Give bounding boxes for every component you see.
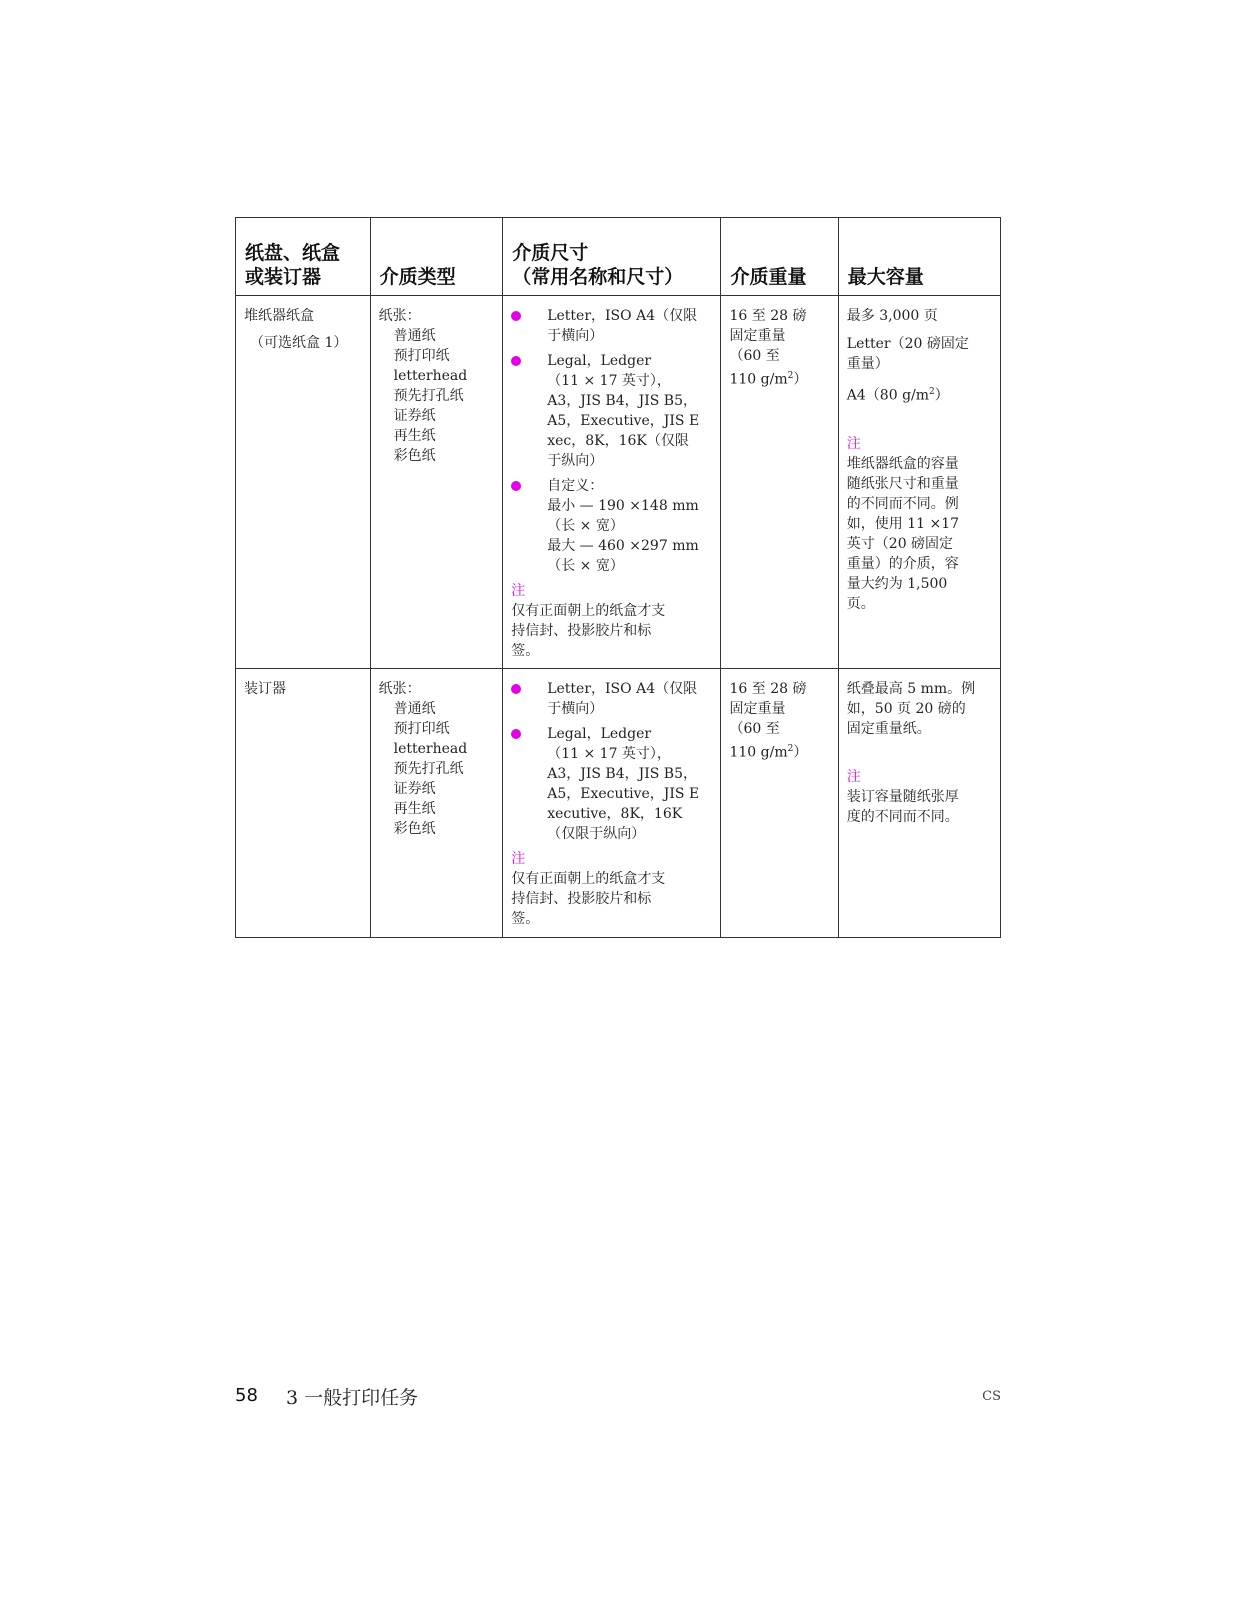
media-size-cell	[503, 296, 721, 669]
tray-name: 堆纸器纸盒	[244, 308, 314, 324]
media-type-cell	[370, 296, 503, 669]
note-text: 度的不同而不同。	[846, 809, 959, 825]
media-size-cell	[503, 669, 721, 938]
bullet-icon	[511, 356, 521, 366]
note-text: 随纸张尺寸和重量	[846, 475, 959, 492]
media-table	[235, 217, 1001, 938]
table-row	[236, 669, 1001, 938]
note-text: 页。	[846, 595, 875, 612]
capacity-max: 最多 3,000 页	[846, 308, 938, 324]
media-type-item: 证券纸	[393, 408, 436, 424]
size-bullet: Legal，Ledger （11 × 17 英寸）， A3，JIS B4，JIS B5， A5，Executive，JIS E xec，8K，16K（仅限 于纵向）	[511, 351, 712, 471]
table-row	[236, 296, 1001, 669]
note-text: 签。	[511, 643, 540, 659]
media-weight-cell: 16 至 28 磅 固定重量 （60 至 110 $g/m^2$）	[721, 669, 838, 938]
note-text: 仅有正面朝上的纸盒才支	[511, 603, 666, 619]
media-weight-cell: 16 至 28 磅 固定重量 （60 至 110 $g/m^2$）	[721, 296, 838, 669]
media-type-item: 预先打孔纸	[393, 761, 464, 777]
note-text: 堆纸器纸盒的容量	[846, 455, 959, 472]
media-type-cell	[370, 669, 503, 938]
header-media-weight: 介质重量	[721, 218, 838, 296]
note-label: 注	[846, 435, 861, 452]
note-text: 英寸（20 磅固定	[846, 535, 954, 552]
size-bullet: Legal，Ledger （11 × 17 英寸）， A3，JIS B4，JIS B5， A5，Executive，JIS E xecutive，8K，16K （仅限于纵向）	[511, 724, 712, 844]
media-type-item: 证券纸	[393, 781, 436, 797]
media-type-item: letterhead	[393, 368, 468, 384]
capacity-cell: 最多 3,000 页 Letter（20 磅固定 重量） A4（80 $g/m^2$） 注 堆纸器纸盒的容量 随纸张尺寸和重量 的不同而不同。例 如，使用 11 ×17 英寸（20 磅固定 重量）的介质，容 量大约为 1,500 页。	[838, 296, 1000, 669]
media-type-item: 再生纸	[393, 801, 436, 817]
tray-name: 装订器	[244, 681, 286, 697]
note-text: 装订容量随纸张厚	[846, 789, 959, 805]
page-number: 58	[235, 1385, 258, 1406]
media-type-item: 预打印纸	[393, 721, 450, 737]
media-type-item: 预打印纸	[393, 348, 450, 364]
media-type-item: letterhead	[393, 741, 468, 757]
note-text: 的不同而不同。例	[846, 495, 959, 512]
header-max-capacity: 最大容量	[838, 218, 1000, 296]
language-code: CS	[982, 1389, 1001, 1404]
note-text: 如，使用 11 ×17	[846, 515, 960, 532]
media-type-item: 彩色纸	[393, 448, 436, 464]
bullet-icon	[511, 311, 521, 321]
tray-subname: （可选纸盒 1）	[250, 335, 348, 351]
header-media-type: 介质类型	[370, 218, 503, 296]
size-bullet: Letter，ISO A4（仅限 于横向）	[511, 679, 712, 719]
note-label: 注	[511, 851, 526, 867]
size-bullet: Letter，ISO A4（仅限 于横向）	[511, 306, 712, 346]
tray-cell	[236, 296, 371, 669]
media-type-item: 再生纸	[393, 428, 436, 444]
note-text: 仅有正面朝上的纸盒才支	[511, 871, 666, 887]
media-type-label: 纸张：	[378, 308, 421, 324]
table-header-row	[236, 218, 1001, 296]
note-label: 注	[846, 769, 861, 785]
note-text: 持信封、投影胶片和标	[511, 623, 652, 639]
note-text: 持信封、投影胶片和标	[511, 891, 652, 907]
bullet-icon	[511, 729, 521, 739]
chapter-title: 3 一般打印任务	[286, 1387, 419, 1409]
media-type-label: 纸张：	[378, 681, 421, 697]
size-bullet: 自定义： 最小 — 190 ×148 mm （长 × 宽） 最大 — 460 ×297 mm （长 × 宽）	[511, 476, 712, 576]
media-type-item: 普通纸	[393, 328, 436, 344]
note-text: 签。	[511, 911, 540, 927]
media-type-item: 彩色纸	[393, 821, 436, 837]
header-media-size: 介质尺寸 （常用名称和尺寸）	[503, 218, 721, 296]
bullet-icon	[511, 684, 521, 694]
bullet-icon	[511, 481, 521, 491]
capacity-cell: 纸叠最高 5 mm。例 如，50 页 20 磅的 固定重量纸。 注 装订容量随纸张厚 度的不同而不同。	[838, 669, 1000, 938]
tray-cell	[236, 669, 371, 938]
media-type-item: 预先打孔纸	[393, 388, 464, 404]
header-tray: 纸盘、纸盒 或装订器	[236, 218, 371, 296]
note-text: 量大约为 1,500	[846, 575, 948, 592]
media-type-item: 普通纸	[393, 701, 436, 717]
note-text: 重量）的介质，容	[846, 555, 959, 572]
note-label: 注	[511, 583, 526, 599]
